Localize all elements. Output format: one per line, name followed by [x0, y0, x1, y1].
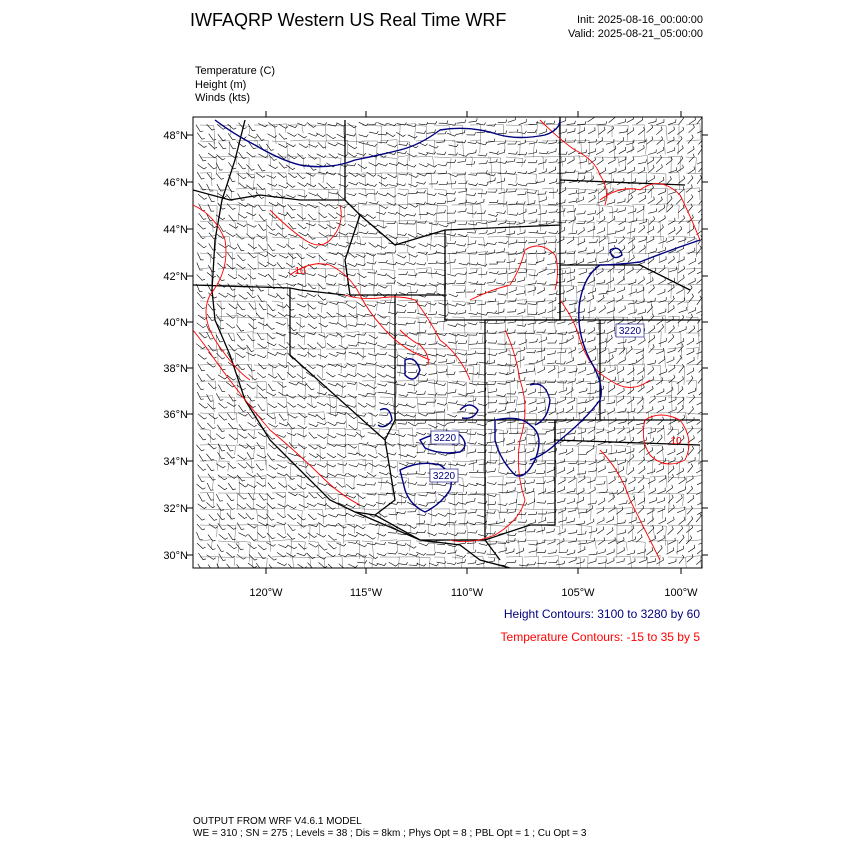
lat-label: 36°N [163, 409, 188, 421]
map-title: IWFAQRP Western US Real Time WRF [190, 10, 507, 30]
init-time: Init: 2025-08-16_00:00:00 [577, 14, 703, 26]
lat-label: 44°N [163, 224, 188, 236]
lat-label: 42°N [163, 271, 188, 283]
model-info-line2: WE = 310 ; SN = 275 ; Levels = 38 ; Dis = 8km ; Phys Opt = 8 ; PBL Opt = 1 ; Cu Opt = 3 [193, 828, 587, 839]
lon-label: 105°W [561, 587, 595, 599]
field-height-label: Height (m) [195, 79, 247, 91]
lat-label: 38°N [163, 363, 188, 375]
lat-label: 34°N [163, 456, 188, 468]
lat-label: 46°N [163, 177, 188, 189]
lon-label: 100°W [664, 587, 698, 599]
lon-label: 110°W [450, 587, 484, 599]
model-info-line1: OUTPUT FROM WRF V4.6.1 MODEL [193, 816, 362, 827]
lat-label: 48°N [163, 130, 188, 142]
lat-label: 40°N [163, 317, 188, 329]
temperature-contour-label: 10 [294, 266, 306, 277]
lon-label: 120°W [249, 587, 283, 599]
height-contour-label: 3220 [618, 326, 642, 337]
lon-label: 115°W [349, 587, 383, 599]
temperature-contour-legend: Temperature Contours: -15 to 35 by 5 [500, 630, 700, 644]
height-contour-legend: Height Contours: 3100 to 3280 by 60 [503, 607, 700, 621]
field-temperature-label: Temperature (C) [195, 65, 276, 77]
lat-label: 30°N [163, 550, 188, 562]
valid-time: Valid: 2025-08-21_05:00:00 [568, 28, 703, 40]
height-contour-label: 3220 [432, 471, 456, 482]
temperature-contour-label: 10 [670, 436, 682, 447]
map-frame [193, 117, 702, 568]
height-contour-label: 3220 [433, 433, 457, 444]
field-winds-label: Winds (kts) [195, 92, 250, 104]
lat-label: 32°N [163, 503, 188, 515]
